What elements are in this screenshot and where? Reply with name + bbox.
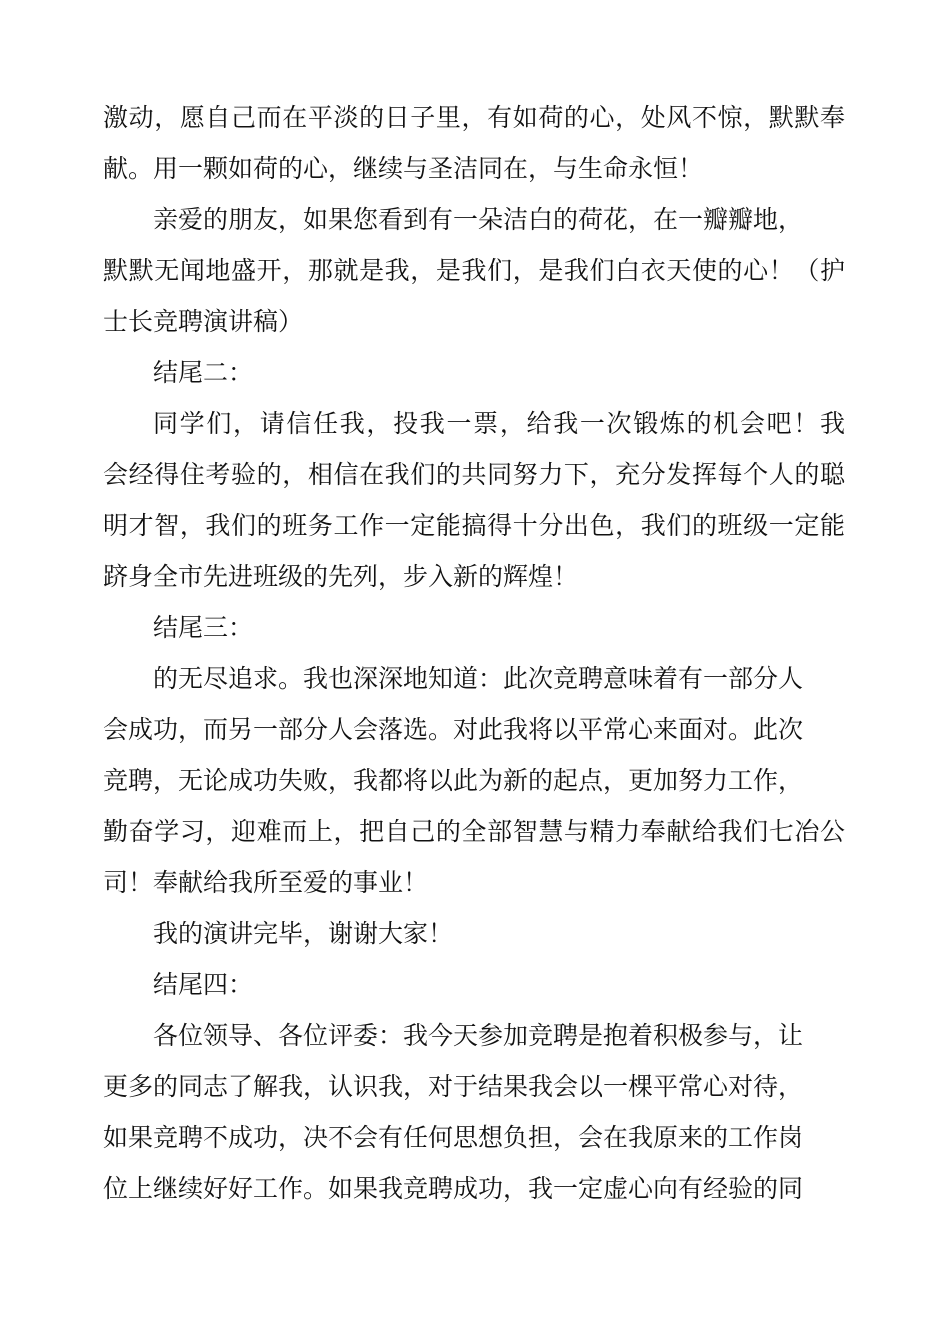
text-line: 勤奋学习，迎难而上，把自己的全部智慧与精力奉献给我们七冶公 [103,817,845,846]
text-line: 的无尽追求。我也深深地知道：此次竞聘意味着有一部分人 [153,664,804,693]
text-line: 如果竞聘不成功，决不会有任何思想负担，会在我原来的工作岗 [103,1123,804,1152]
section-heading: 结尾四： [153,970,254,999]
text-line: 会成功，而另一部分人会落选。对此我将以平常心来面对。此次 [103,715,804,744]
text-line: 激动，愿自己而在平淡的日子里，有如荷的心，处风不惊，默默奉 [103,103,845,132]
text-line: 我的演讲完毕，谢谢大家！ [153,919,454,948]
text-line: 士长竞聘演讲稿） [103,307,304,336]
text-line: 明才智，我们的班务工作一定能搞得十分出色，我们的班级一定能 [103,511,845,540]
section-heading: 结尾二： [153,358,254,387]
document-body [103,92,845,1214]
text-line: 司！奉献给我所至爱的事业！ [103,868,429,897]
text-line: 同学们，请信任我，投我一票，给我一次锻炼的机会吧！我 [153,409,845,438]
text-line: 更多的同志了解我，认识我，对于结果我会以一棵平常心对待， [103,1072,804,1101]
section-heading: 结尾三： [153,613,254,642]
text-line: 位上继续好好工作。如果我竞聘成功，我一定虚心向有经验的同 [103,1174,804,1203]
text-line: 各位领导、各位评委：我今天参加竞聘是抱着积极参与，让 [153,1021,804,1050]
text-line: 亲爱的朋友，如果您看到有一朵洁白的荷花，在一瓣瓣地， [153,205,804,234]
text-line: 献。用一颗如荷的心，继续与圣洁同在，与生命永恒！ [103,154,704,183]
text-line: 会经得住考验的，相信在我们的共同努力下，充分发挥每个人的聪 [103,460,845,489]
text-line: 竞聘，无论成功失败，我都将以此为新的起点，更加努力工作， [103,766,804,795]
text-line: 默默无闻地盛开，那就是我，是我们，是我们白衣天使的心！（护 [103,256,845,285]
text-line: 跻身全市先进班级的先列，步入新的辉煌！ [103,562,579,591]
